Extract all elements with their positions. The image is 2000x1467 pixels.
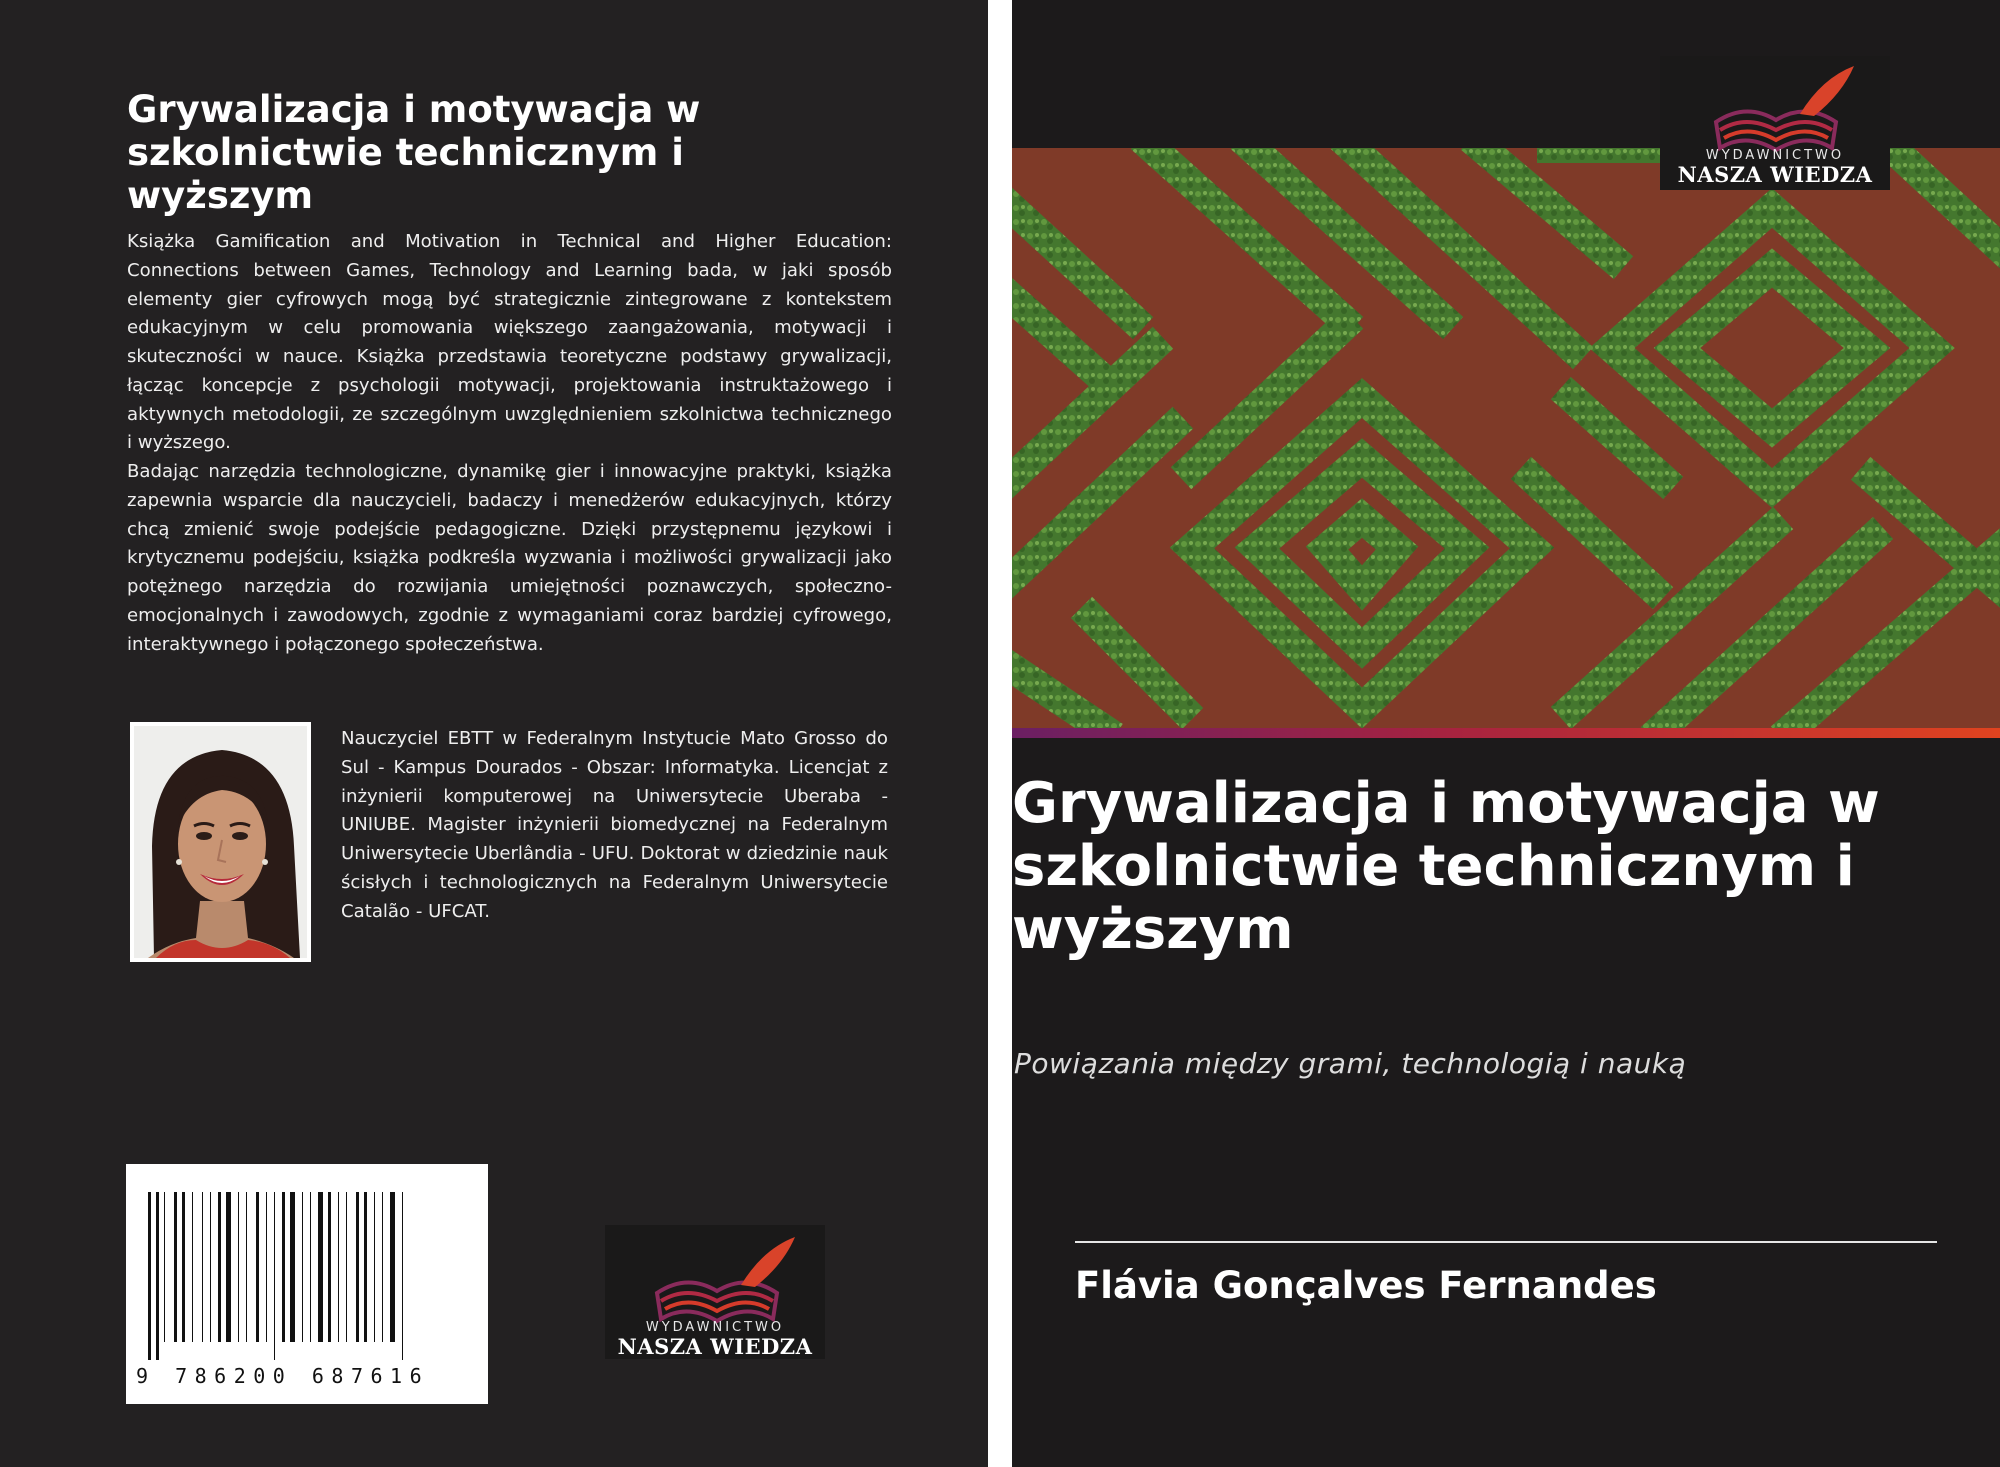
barcode-bar (282, 1192, 285, 1342)
barcode-bar (238, 1192, 239, 1342)
barcode-bar (192, 1192, 193, 1342)
barcode-bar (174, 1192, 177, 1342)
description-paragraph: Badając narzędzia technologiczne, dynamikę gier i innowacyjne praktyki, książka zapewnia wsparcie dla nauczycieli, badaczy i menedżerów edukacyjnych, którzy chcą zmienić swoje podejście pedagogiczne. Dzięki przystępnemu językowi i krytycznemu podejściu, książka podkreśla wyzwania i możliwości grywalizacji jako potężnego narzędzia do rozwijania umiejętności poznawczych, społeczno-emocjonalnych i zawodowych, zgodnie z wymaganiami coraz bardziej cyfrowego, interaktywnego i połączonego społeczeństwa. (127, 461, 892, 655)
barcode-bar (182, 1192, 185, 1342)
barcode-bar (390, 1192, 395, 1342)
barcode-bar (156, 1192, 159, 1360)
publisher-logo (605, 1225, 825, 1359)
author-photo (130, 722, 311, 962)
publisher-logo (1660, 56, 1890, 190)
barcode-digits: 9 786200 687616 (136, 1364, 430, 1388)
barcode-bar (164, 1192, 165, 1342)
barcode-bars (148, 1192, 466, 1360)
description-paragraph: Książka Gamification and Motivation in Technical and Higher Education: Connections between Games, Technology and Learning bada, w jaki sposób elementy gier cyfrowych mogą być strategicznie zintegrowane z kontekstem edukacyjnym w celu promowania większego zaangażowania, motywacji i skuteczności w nauce. Książka przedstawia teoretyczne podstawy grywalizacji, łącząc koncepcje z psychologii motywacji, projektowania instruktażowego i aktywnych metodologii, ze szczególnym uwzględnieniem szkolnictwa technicznego i wyższego. (127, 231, 892, 454)
barcode-bar (226, 1192, 231, 1342)
author-portrait-image (134, 726, 307, 958)
barcode-bar (274, 1192, 275, 1360)
back-cover (0, 0, 988, 1467)
author-name: Flávia Gonçalves Fernandes (1075, 1264, 1657, 1307)
publisher-name-line1: WYDAWNICTWO (1705, 148, 1845, 163)
barcode-bar (246, 1192, 247, 1342)
hedge-maze-photo (1012, 148, 2000, 728)
barcode-bar (148, 1192, 151, 1360)
barcode-bar (210, 1192, 211, 1342)
front-cover-title: Grywalizacja i motywacja w szkolnictwie technicznym i wyższym (1012, 771, 1880, 962)
barcode-bar (202, 1192, 203, 1342)
barcode-bar (310, 1192, 311, 1342)
barcode-bar (374, 1192, 375, 1342)
spine (988, 0, 1012, 1467)
front-cover (1012, 0, 2000, 1467)
barcode-bar (302, 1192, 303, 1342)
hedge-maze-image (1012, 148, 2000, 728)
book-description (127, 228, 892, 659)
back-cover-title: Grywalizacja i motywacja w szkolnictwie technicznym i wyższym (127, 88, 701, 217)
barcode-bar (382, 1192, 383, 1342)
publisher-name-line2: NASZA WIEDZA (1677, 162, 1873, 187)
barcode-bar (402, 1192, 403, 1360)
barcode-bar (338, 1192, 339, 1342)
publisher-name-line1: WYDAWNICTWO (645, 1320, 785, 1335)
author-divider (1075, 1241, 1937, 1243)
author-bio: Nauczyciel EBTT w Federalnym Instytucie Mato Grosso do Sul - Kampus Dourados - Obszar: Informatyka. Licencjat z inżynierii komputerowej na Uniwersytecie Uberaba - UNIUBE. Magister inżynierii biomedycznej na Federalnym Uniwersytecie Uberlândia - UFU. Doktorat w dziedzinie nauk ścisłych i technologicznych na Federalnym Uniwersytecie Catalão - UFCAT. (341, 728, 888, 922)
front-cover-subtitle: Powiązania między grami, technologią i nauką (1014, 1047, 1687, 1080)
barcode-bar (266, 1192, 267, 1342)
barcode-bar (328, 1192, 331, 1342)
barcode-bar (256, 1192, 259, 1342)
barcode-bar (218, 1192, 221, 1342)
barcode-bar (318, 1192, 323, 1342)
barcode-bar (290, 1192, 295, 1342)
publisher-name-line2: NASZA WIEDZA (617, 1334, 813, 1359)
barcode-bar (356, 1192, 359, 1342)
barcode-bar (364, 1192, 367, 1342)
barcode-bar (346, 1192, 347, 1342)
accent-bar (1012, 728, 2000, 738)
isbn-barcode (126, 1164, 488, 1404)
